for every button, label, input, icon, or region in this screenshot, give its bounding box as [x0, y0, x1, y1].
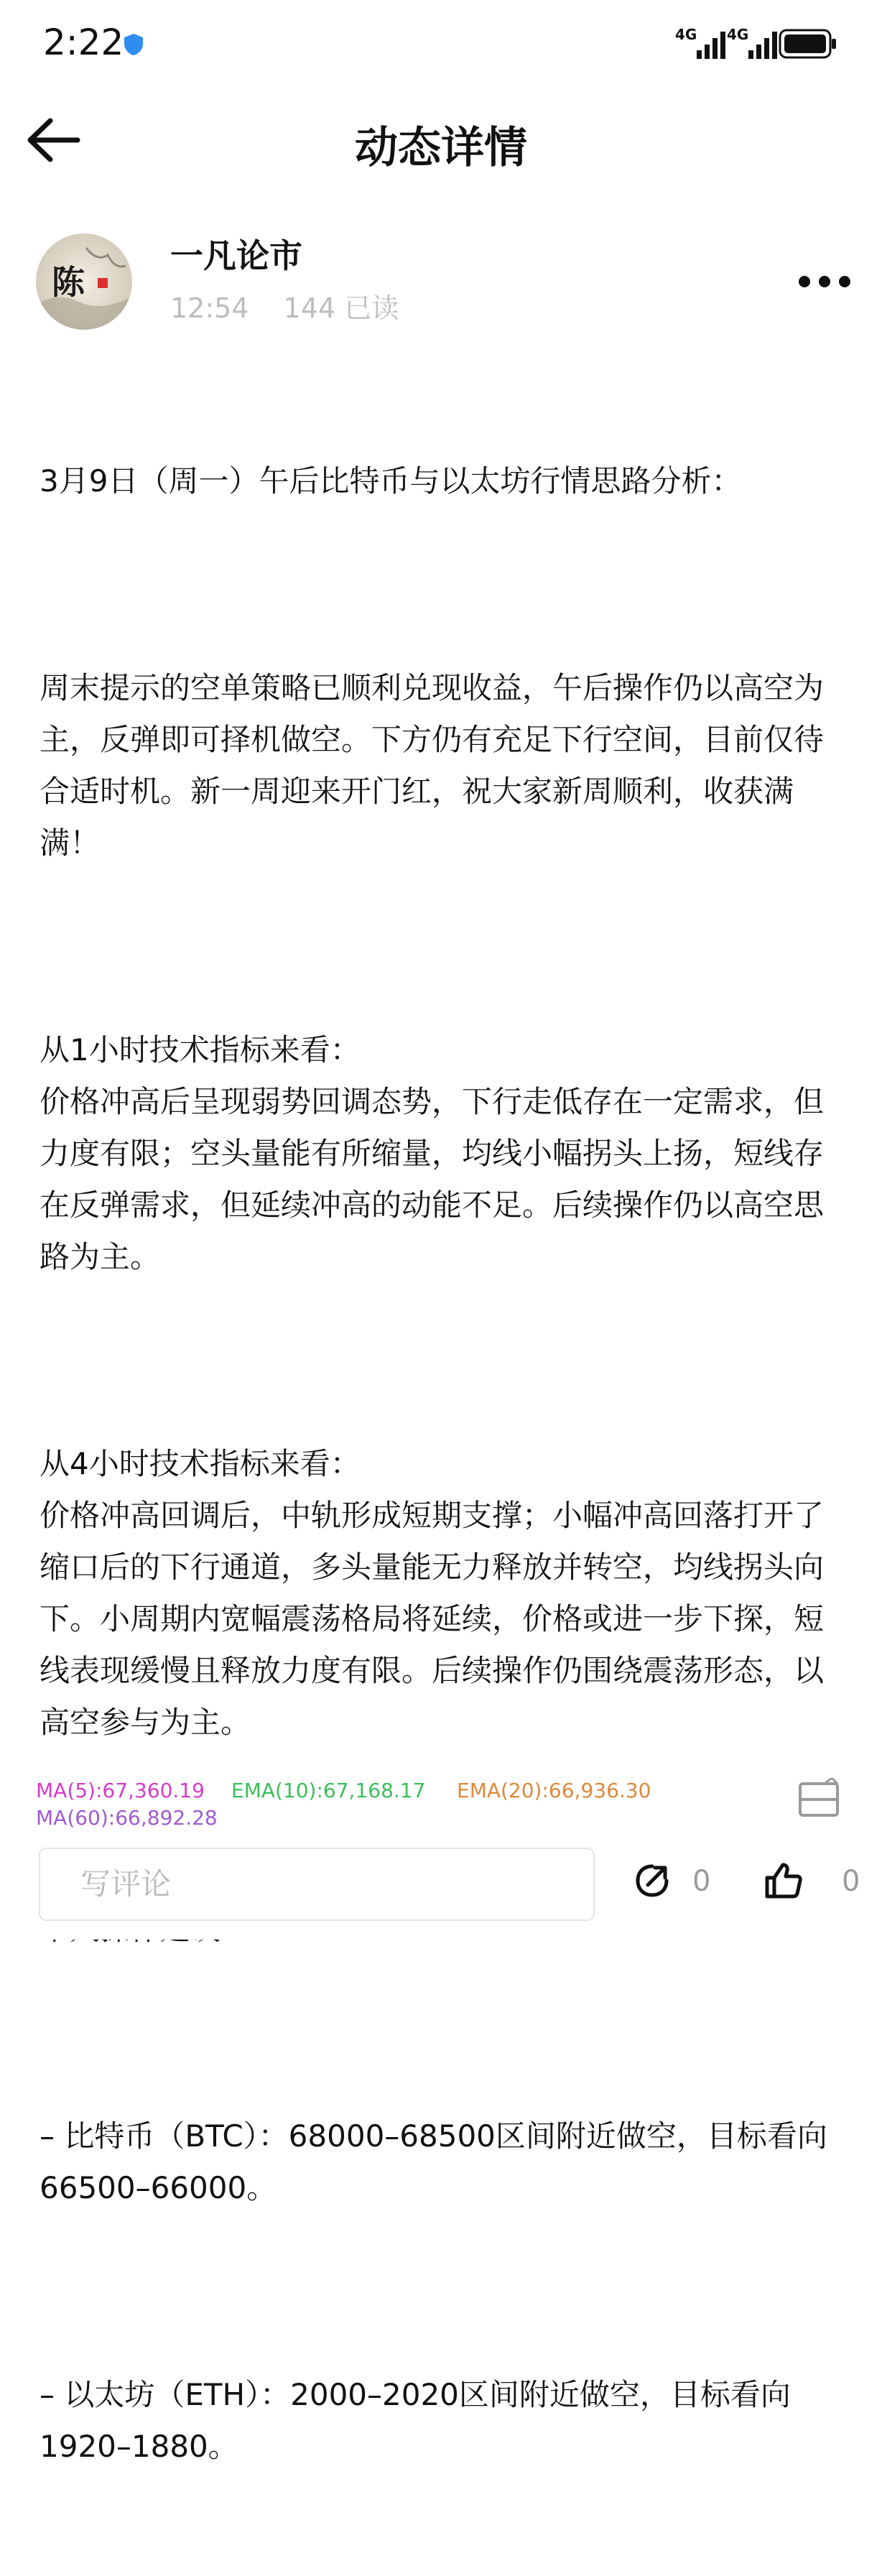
post-content — [40, 352, 851, 2576]
post-paragraph: 3月9日（周一）午后比特币与以太坊行情思路分析： — [40, 463, 742, 499]
share-button[interactable] — [632, 1861, 725, 1911]
shield-icon — [124, 33, 144, 56]
network-type-label: 4G — [727, 26, 749, 43]
signal-bars-icon — [697, 30, 728, 59]
share-count: 0 — [692, 1865, 711, 1898]
more-options-icon[interactable] — [797, 273, 852, 290]
avatar-text: 陈 — [52, 263, 85, 302]
author-name[interactable]: 一凡论市 — [170, 236, 302, 275]
chart-preview[interactable] — [36, 1774, 848, 1832]
signal-strength-2 — [727, 27, 784, 59]
author-row — [0, 223, 882, 338]
ema10-label: EMA(10):67,168.17 — [231, 1779, 426, 1802]
page-title: 动态详情 — [355, 123, 527, 173]
share-icon — [632, 1861, 672, 1901]
ma60-label: MA(60):66,892.28 — [36, 1806, 218, 1830]
network-type-label: 4G — [675, 26, 697, 43]
post-paragraph: 周末提示的空单策略已顺利兑现收益，午后操作仍以高空为主，反弹即可择机做空。下方仍有充足下行空间，目前仅待合适时机。新一周迎来开门红，祝大家新周顺利，收获满满！ — [40, 670, 825, 861]
ma5-label: MA(5):67,360.19 — [36, 1779, 205, 1802]
post-paragraph: – 比特币（BTC）：68000–68500区间附近做空，目标看向66500–66000。 — [40, 2118, 827, 2205]
thumbs-up-icon — [763, 1861, 803, 1901]
avatar[interactable] — [36, 233, 132, 330]
post-paragraph: 从4小时技术指标来看： 价格冲高回调后，中轨形成短期支撑；小幅冲高回落打开了缩口后的下行通道，多头量能无力释放并转空，均线拐头向下。小周期内宽幅震荡格局将延续，价格或进一步下探，短线表现缓慢且释放力度有限。后续操作仍围绕震荡形态，以高空参与为主。 — [40, 1446, 825, 1740]
ema20-label: EMA(20):66,936.30 — [457, 1779, 651, 1802]
post-meta — [170, 286, 424, 325]
status-time: 2:22 — [43, 22, 124, 63]
comment-input[interactable]: 写评论 — [39, 1848, 595, 1921]
bottom-action-bar — [0, 1839, 882, 1940]
image-expand-icon[interactable] — [797, 1778, 840, 1818]
status-bar — [0, 0, 882, 86]
app-header — [0, 93, 882, 187]
like-button[interactable] — [763, 1861, 860, 1911]
post-paragraph: – 以太坊（ETH）：2000–2020区间附近做空，目标看向1920–1880。 — [40, 2377, 791, 2464]
avatar-image — [36, 233, 132, 330]
like-count: 0 — [842, 1865, 860, 1898]
post-time: 12:54 — [170, 292, 249, 324]
signal-strength-1 — [675, 27, 733, 59]
battery-icon — [779, 29, 837, 59]
signal-bars-icon — [748, 30, 780, 59]
read-count: 144 已读 — [283, 292, 399, 324]
post-paragraph: 从1小时技术指标来看： 价格冲高后呈现弱势回调态势，下行走低存在一定需求，但力度有限；空头量能有所缩量，均线小幅拐头上扬，短线存在反弹需求，但延续冲高的动能不足。后续操作仍以高空思路为主。 — [40, 1032, 825, 1274]
